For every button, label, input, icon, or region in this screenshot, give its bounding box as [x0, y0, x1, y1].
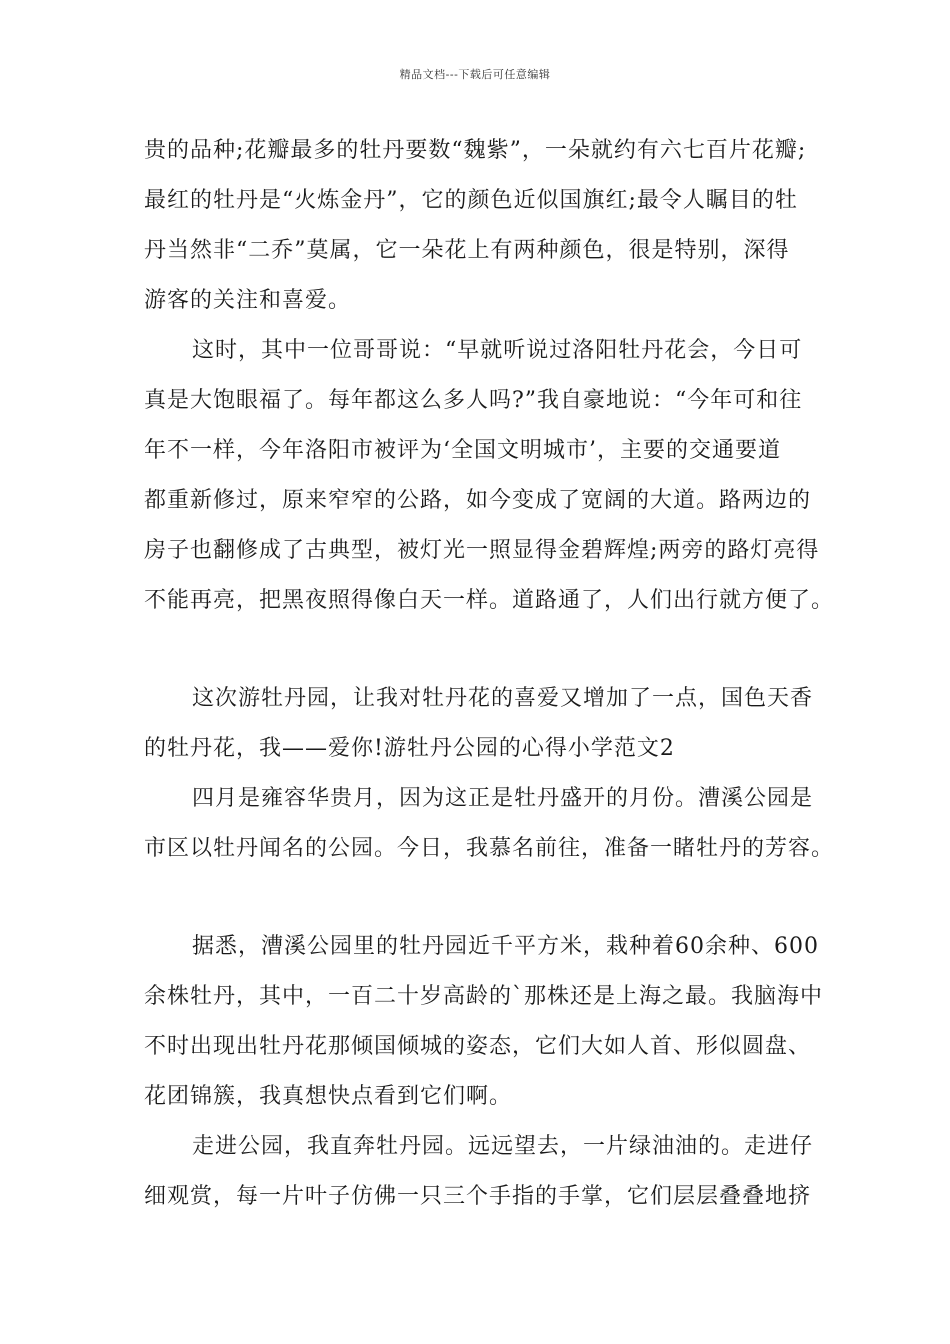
text-line: 的牡丹花，我——爱你!游牡丹公园的心得小学范文2: [144, 736, 675, 761]
text-line: 这时，其中一位哥哥说：“早就听说过洛阳牡丹花会，今日可: [192, 338, 803, 363]
text-line: 余株牡丹，其中，一百二十岁高龄的`那株还是上海之最。我脑海中: [144, 984, 824, 1009]
text-line: 市区以牡丹闻名的公园。今日，我慕名前往，准备一睹牡丹的芳容。: [144, 836, 835, 861]
text-line: 四月是雍容华贵月，因为这正是牡丹盛开的月份。漕溪公园是: [192, 786, 814, 811]
text-line: 丹当然非“二乔”莫属，它一朵花上有两种颜色，很是特别，深得: [144, 238, 790, 263]
text-line: 不能再亮，把黑夜照得像白天一样。道路通了，人们出行就方便了。: [144, 588, 835, 613]
page-header: 精品文档---下载后可任意编辑: [399, 68, 551, 81]
text-line: 都重新修过，原来窄窄的公路，如今变成了宽阔的大道。路两边的: [144, 488, 812, 513]
text-line: 不时出现出牡丹花那倾国倾城的姿态，它们大如人首、形似圆盘、: [144, 1034, 812, 1059]
text-line: 花团锦簇，我真想快点看到它们啊。: [144, 1084, 513, 1109]
text-line: 游客的关注和喜爱。: [144, 288, 352, 313]
text-line: 最红的牡丹是“火炼金丹”，它的颜色近似国旗红;最令人瞩目的牡: [144, 188, 798, 213]
text-line: 细观赏，每一片叶子仿佛一只三个手指的手掌，它们层层叠叠地挤: [144, 1184, 812, 1209]
text-line: 房子也翻修成了古典型，被灯光一照显得金碧辉煌;两旁的路灯亮得: [144, 538, 820, 563]
text-line: 贵的品种;花瓣最多的牡丹要数“魏紫”，一朵就约有六七百片花瓣;: [144, 138, 807, 163]
text-line: 这次游牡丹园，让我对牡丹花的喜爱又增加了一点，国色天香: [192, 686, 814, 711]
text-line: 真是大饱眼福了。每年都这么多人吗?”我自豪地说：“今年可和往: [144, 388, 803, 413]
text-line: 年不一样，今年洛阳市被评为‘全国文明城市’，主要的交通要道: [144, 438, 781, 463]
text-line: 走进公园，我直奔牡丹园。远远望去，一片绿油油的。走进仔: [192, 1134, 814, 1159]
text-line: 据悉，漕溪公园里的牡丹园近千平方米，栽种着60余种、600: [192, 934, 819, 959]
